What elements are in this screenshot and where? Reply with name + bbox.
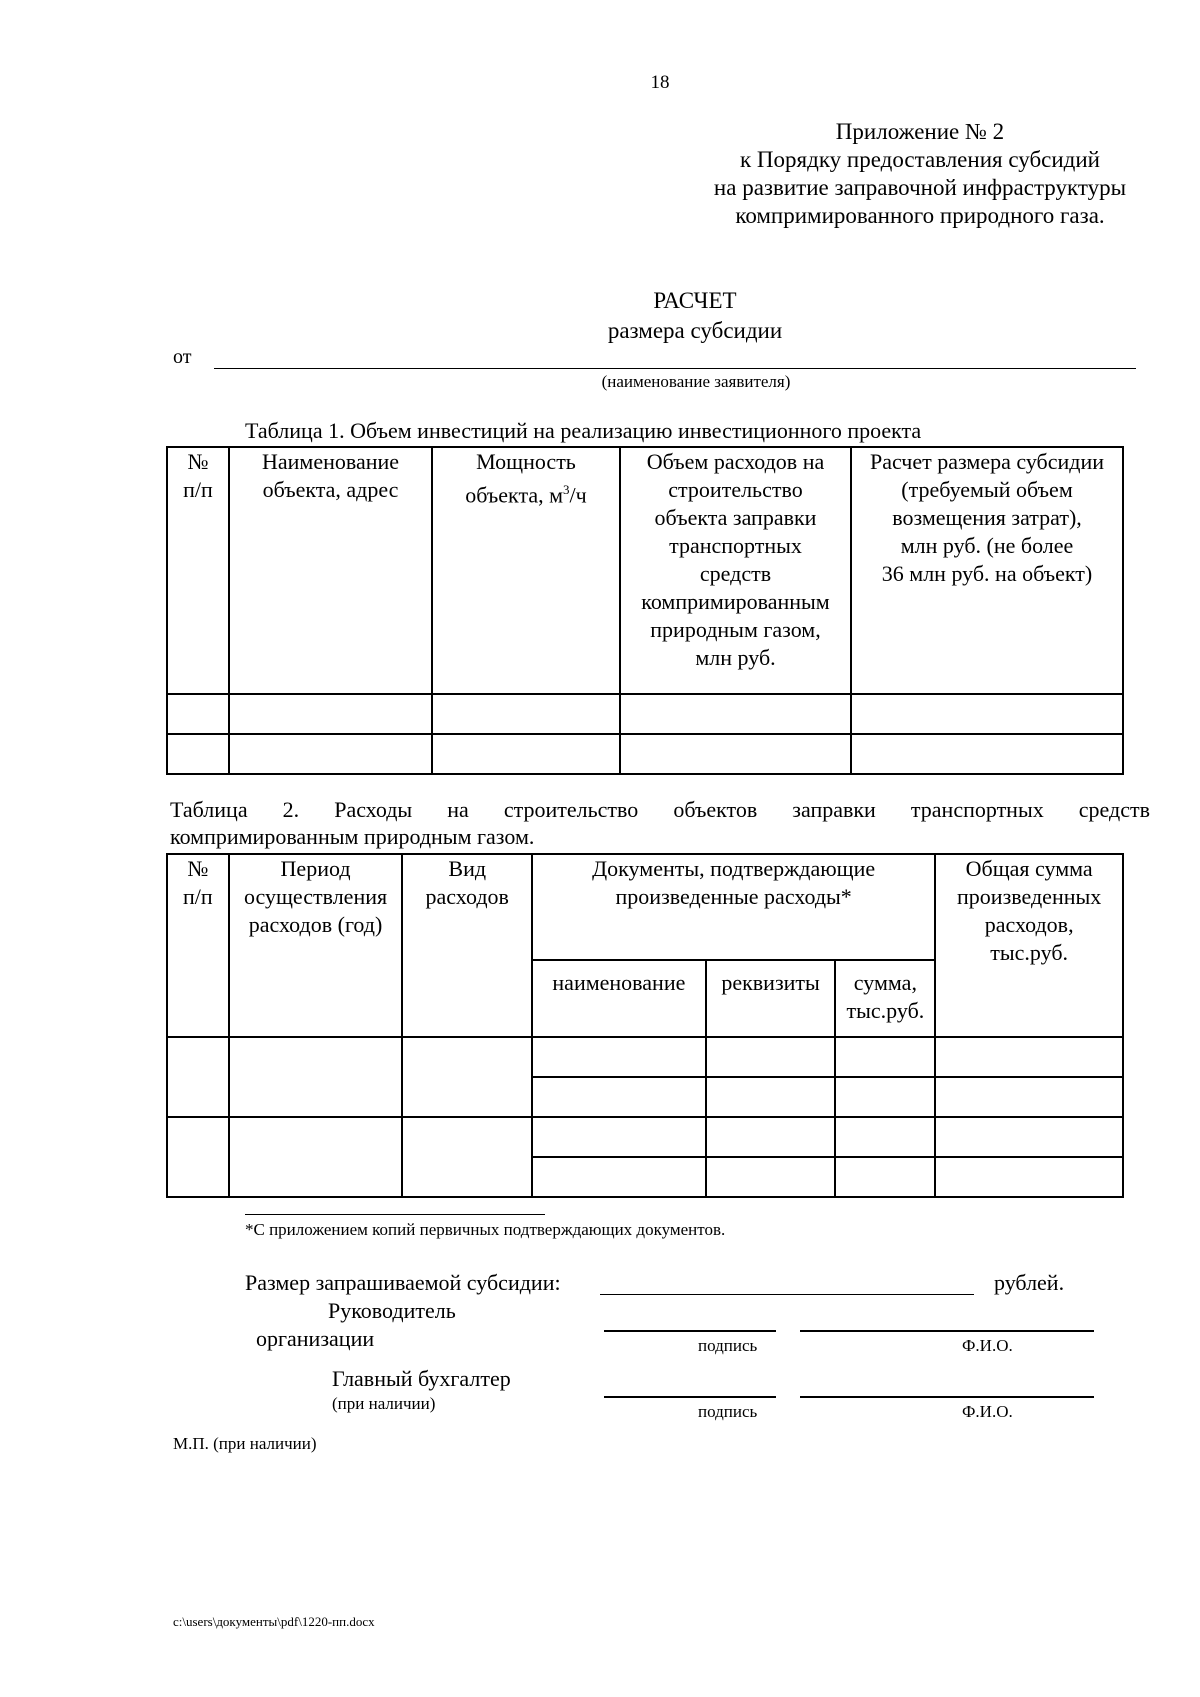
accountant-fio-line[interactable]	[800, 1396, 1094, 1398]
table-cell[interactable]	[935, 1117, 1123, 1157]
footnote-separator	[245, 1214, 545, 1215]
table-cell[interactable]	[706, 1157, 836, 1197]
table-cell[interactable]	[532, 1037, 706, 1077]
subsidy-requested-label: Размер запрашиваемой субсидии:	[245, 1270, 561, 1295]
table-cell[interactable]	[935, 1077, 1123, 1117]
table-cell[interactable]	[167, 694, 229, 734]
table-cell[interactable]	[229, 734, 432, 774]
chief-accountant-if-present: (при наличии)	[332, 1394, 436, 1413]
page-number: 18	[650, 72, 670, 93]
table1-header-subsidy: Расчет размера субсидии (требуемый объем возмещения затрат), млн руб. (не более 36 млн руб. на объект)	[851, 447, 1123, 694]
footnote: *С приложением копий первичных подтверждающих документов.	[245, 1220, 726, 1239]
table1-header-costs: Объем расходов на строительство объекта заправки транспортных средств компримированным природным газом, млн руб.	[620, 447, 851, 694]
head-signature-line[interactable]	[604, 1330, 776, 1332]
table-cell[interactable]	[532, 1077, 706, 1117]
table1-header-row	[167, 447, 1123, 694]
capacity-unit-tail: /ч	[569, 482, 587, 508]
table-cell[interactable]	[167, 734, 229, 774]
table-row	[167, 1117, 1123, 1157]
seal-label: М.П. (при наличии)	[173, 1434, 317, 1453]
table1-header-capacity	[432, 447, 620, 694]
table2-header-doc-name: наименование	[532, 960, 706, 1037]
head-fio-line[interactable]	[800, 1330, 1094, 1332]
title-line-1: РАСЧЕТ	[653, 288, 737, 313]
table-cell[interactable]	[851, 694, 1123, 734]
accountant-fio-caption: Ф.И.О.	[962, 1402, 1013, 1421]
table-cell[interactable]	[851, 734, 1123, 774]
head-label-line-1: Руководитель	[328, 1298, 456, 1323]
table-cell[interactable]	[432, 694, 620, 734]
table2-header-period: Период осуществления расходов (год)	[229, 854, 403, 1037]
table-cell[interactable]	[532, 1117, 706, 1157]
appendix-line-4: компримированного природного газа.	[735, 203, 1105, 228]
table-cell[interactable]	[167, 1117, 229, 1197]
head-label-line-2: организации	[256, 1326, 375, 1351]
appendix-header	[600, 118, 1200, 230]
table2-caption-line-2: компримированным природным газом.	[170, 824, 535, 849]
table1-header-num: № п/п	[167, 447, 229, 694]
table2-header-doc-requisites: реквизиты	[706, 960, 836, 1037]
table-cell[interactable]	[620, 694, 851, 734]
table-cell[interactable]	[835, 1157, 935, 1197]
table-cell[interactable]	[835, 1037, 935, 1077]
table-cell[interactable]	[167, 1037, 229, 1117]
applicant-caption: (наименование заявителя)	[601, 372, 791, 391]
table2-header-doc-sum: сумма, тыс.руб.	[835, 960, 935, 1037]
table-cell[interactable]	[835, 1117, 935, 1157]
table-cell[interactable]	[935, 1157, 1123, 1197]
table2-caption-line-1: Таблица 2. Расходы на строительство объектов заправки транспортных средств	[170, 797, 1150, 822]
table2-header-num: № п/п	[167, 854, 229, 1037]
table-cell[interactable]	[432, 734, 620, 774]
chief-accountant-label: Главный бухгалтер	[332, 1366, 511, 1391]
from-label: от	[173, 346, 192, 368]
table-cell[interactable]	[532, 1157, 706, 1197]
table-cell[interactable]	[229, 1037, 403, 1117]
table-cell[interactable]	[706, 1077, 836, 1117]
table-row	[167, 734, 1123, 774]
title-line-2: размера субсидии	[607, 318, 783, 343]
table-cell[interactable]	[706, 1037, 836, 1077]
table-cell[interactable]	[935, 1037, 1123, 1077]
table-cell[interactable]	[620, 734, 851, 774]
appendix-line-3: на развитие заправочной инфраструктуры	[713, 175, 1127, 200]
appendix-line-1: Приложение № 2	[835, 119, 1005, 144]
table2-header-documents: Документы, подтверждающие произведенные расходы*	[532, 854, 935, 960]
table-cell[interactable]	[229, 694, 432, 734]
table-row	[167, 1037, 1123, 1077]
table-row	[167, 694, 1123, 734]
table2	[166, 853, 1124, 1198]
table-cell[interactable]	[402, 1117, 532, 1197]
accountant-signature-line[interactable]	[604, 1396, 776, 1398]
table2-header-total: Общая сумма произведенных расходов, тыс.руб.	[935, 854, 1123, 1037]
table1-header-object-name: Наименование объекта, адрес	[229, 447, 432, 694]
capacity-text: Мощность объекта, м	[465, 449, 576, 508]
table1-caption: Таблица 1. Объем инвестиций на реализацию инвестиционного проекта	[245, 418, 922, 443]
applicant-name-line	[214, 368, 1136, 369]
head-signature-caption: подпись	[698, 1336, 758, 1355]
appendix-line-2: к Порядку предоставления субсидий	[740, 147, 1100, 172]
footer-file-path: c:\users\документы\pdf\1220-пп.docx	[173, 1614, 375, 1629]
head-fio-caption: Ф.И.О.	[962, 1336, 1013, 1355]
table-cell[interactable]	[706, 1117, 836, 1157]
table-cell[interactable]	[229, 1117, 403, 1197]
table1	[166, 446, 1124, 775]
subsidy-amount-line[interactable]	[600, 1294, 974, 1295]
accountant-signature-caption: подпись	[698, 1402, 758, 1421]
table2-header-expense-type: Вид расходов	[402, 854, 532, 1037]
document-title	[0, 286, 1200, 346]
capacity-unit-sup: 3	[563, 482, 570, 497]
table-cell[interactable]	[835, 1077, 935, 1117]
table-cell[interactable]	[402, 1037, 532, 1117]
subsidy-unit: рублей.	[994, 1270, 1065, 1295]
table2-header-row-1	[167, 854, 1123, 960]
